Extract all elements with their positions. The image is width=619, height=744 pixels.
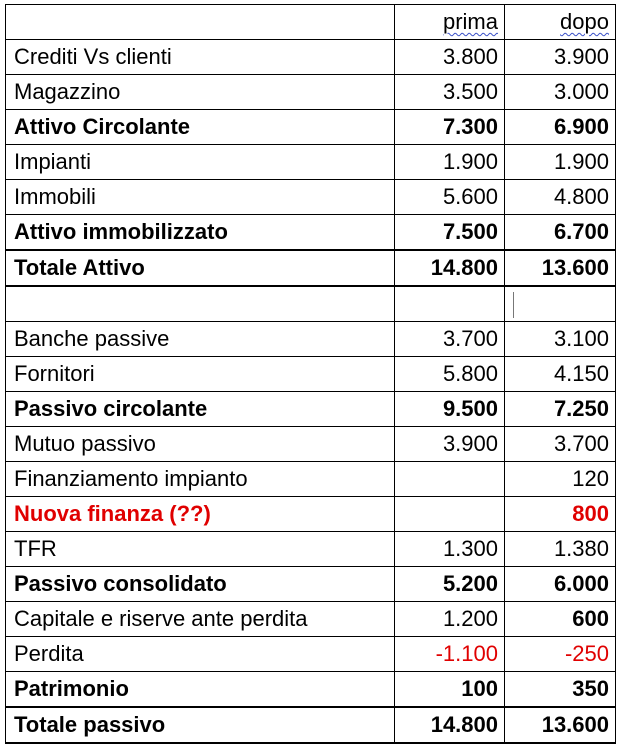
dopo-value-cell[interactable] (505, 286, 616, 322)
dopo-value[interactable]: 3.100 (505, 322, 616, 357)
row-label[interactable]: Crediti Vs clienti (6, 40, 395, 75)
row-label[interactable]: Totale Attivo (6, 250, 395, 286)
row-label[interactable]: Attivo Circolante (6, 110, 395, 145)
prima-value[interactable]: 5.800 (395, 357, 505, 392)
row-tfr (6, 532, 616, 567)
row-label[interactable]: Passivo consolidato (6, 567, 395, 602)
prima-value[interactable]: -1.100 (395, 637, 505, 672)
row-passivo-circolante (6, 392, 616, 427)
row-empty-spacer (6, 286, 616, 322)
row-perdita (6, 637, 616, 672)
row-label[interactable] (6, 286, 395, 322)
row-magazzino (6, 75, 616, 110)
row-label[interactable]: Attivo immobilizzato (6, 215, 395, 251)
prima-value[interactable]: 3.700 (395, 322, 505, 357)
dopo-value[interactable]: 800 (505, 497, 616, 532)
row-label[interactable]: Nuova finanza (??) (6, 497, 395, 532)
dopo-value[interactable]: 13.600 (505, 250, 616, 286)
row-label[interactable]: Mutuo passivo (6, 427, 395, 462)
row-label[interactable]: Patrimonio (6, 672, 395, 708)
row-label[interactable]: Totale passivo (6, 707, 395, 743)
prima-value[interactable]: 7.500 (395, 215, 505, 251)
dopo-value[interactable]: 4.800 (505, 180, 616, 215)
header-prima-cell[interactable] (395, 5, 505, 40)
dopo-value[interactable]: 3.900 (505, 40, 616, 75)
row-impianti (6, 145, 616, 180)
row-label[interactable]: Perdita (6, 637, 395, 672)
row-totale-passivo (6, 707, 616, 743)
prima-value[interactable]: 14.800 (395, 250, 505, 286)
row-finanziamento-impianto (6, 462, 616, 497)
row-passivo-consolidato (6, 567, 616, 602)
dopo-value[interactable]: 4.150 (505, 357, 616, 392)
row-label[interactable]: Immobili (6, 180, 395, 215)
row-nuova-finanza (6, 497, 616, 532)
dopo-value[interactable]: 600 (505, 602, 616, 637)
dopo-value[interactable]: 3.000 (505, 75, 616, 110)
dopo-value[interactable]: 7.250 (505, 392, 616, 427)
dopo-value[interactable]: 6.900 (505, 110, 616, 145)
prima-value[interactable] (395, 286, 505, 322)
text-cursor (513, 292, 514, 318)
dopo-value[interactable]: 6.700 (505, 215, 616, 251)
row-totale-attivo (6, 250, 616, 286)
row-label[interactable]: Capitale e riserve ante perdita (6, 602, 395, 637)
row-label[interactable]: Finanziamento impianto (6, 462, 395, 497)
row-label[interactable]: Fornitori (6, 357, 395, 392)
row-label[interactable]: Impianti (6, 145, 395, 180)
dopo-value[interactable]: 120 (505, 462, 616, 497)
row-attivo-circolante (6, 110, 616, 145)
dopo-value[interactable]: 6.000 (505, 567, 616, 602)
header-label-cell[interactable] (6, 5, 395, 40)
row-label[interactable]: Banche passive (6, 322, 395, 357)
prima-value[interactable]: 1.900 (395, 145, 505, 180)
header-prima: prima (442, 9, 498, 34)
balance-sheet-table (5, 4, 616, 744)
row-fornitori (6, 357, 616, 392)
row-label[interactable]: TFR (6, 532, 395, 567)
prima-value[interactable] (395, 497, 505, 532)
prima-value[interactable]: 5.600 (395, 180, 505, 215)
row-capitale-e-riserve (6, 602, 616, 637)
prima-value[interactable]: 1.300 (395, 532, 505, 567)
header-row (6, 5, 616, 40)
prima-value[interactable]: 3.800 (395, 40, 505, 75)
prima-value[interactable]: 1.200 (395, 602, 505, 637)
prima-value[interactable]: 100 (395, 672, 505, 708)
header-dopo-cell[interactable] (505, 5, 616, 40)
prima-value[interactable]: 9.500 (395, 392, 505, 427)
header-dopo: dopo (560, 9, 609, 34)
prima-value[interactable]: 7.300 (395, 110, 505, 145)
dopo-value[interactable]: 1.900 (505, 145, 616, 180)
row-banche-passive (6, 322, 616, 357)
prima-value[interactable]: 5.200 (395, 567, 505, 602)
row-attivo-immobilizzato (6, 215, 616, 251)
dopo-value[interactable]: 13.600 (505, 707, 616, 743)
row-mutuo-passivo (6, 427, 616, 462)
prima-value[interactable]: 14.800 (395, 707, 505, 743)
dopo-value[interactable]: 1.380 (505, 532, 616, 567)
prima-value[interactable]: 3.900 (395, 427, 505, 462)
row-label[interactable]: Magazzino (6, 75, 395, 110)
dopo-value[interactable]: -250 (505, 637, 616, 672)
dopo-value[interactable]: 3.700 (505, 427, 616, 462)
dopo-value[interactable]: 350 (505, 672, 616, 708)
prima-value[interactable]: 3.500 (395, 75, 505, 110)
row-patrimonio (6, 672, 616, 708)
row-label[interactable]: Passivo circolante (6, 392, 395, 427)
prima-value[interactable] (395, 462, 505, 497)
row-crediti-vs-clienti (6, 40, 616, 75)
row-immobili (6, 180, 616, 215)
